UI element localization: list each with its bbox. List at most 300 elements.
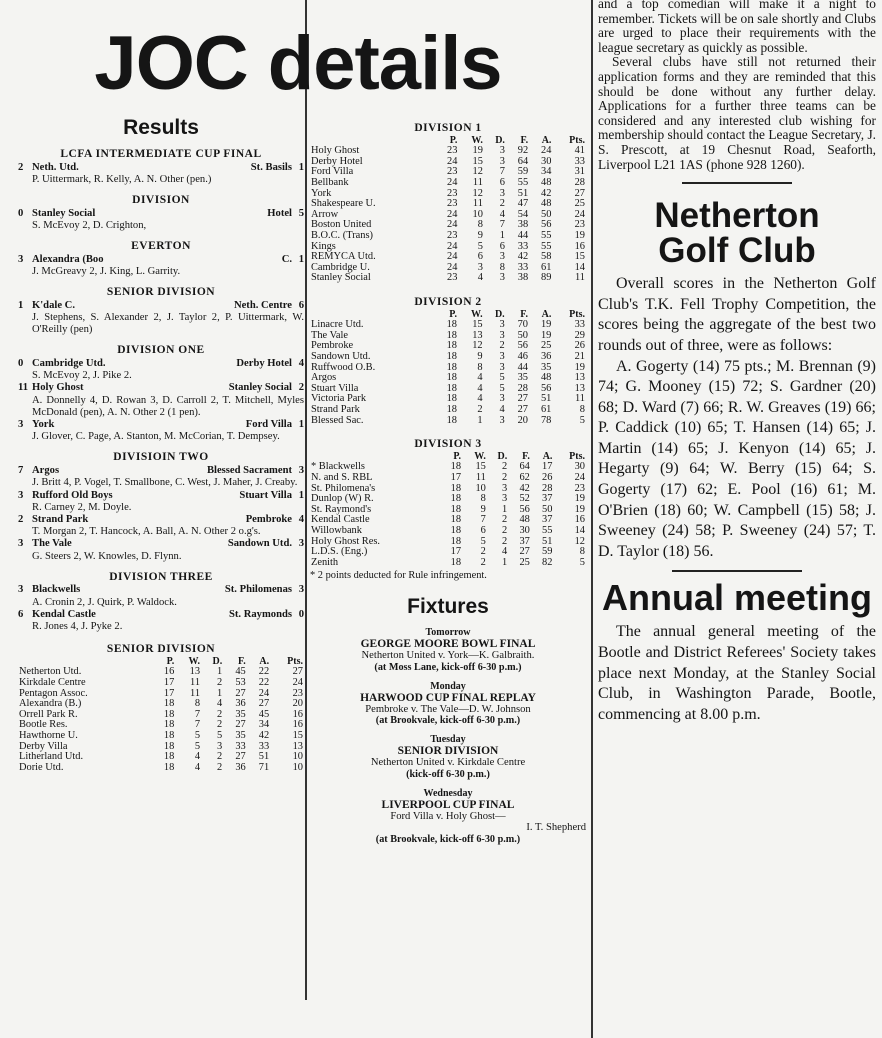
home-score: 0 — [18, 358, 24, 370]
fixture-day: Tuesday — [430, 734, 466, 746]
table-cell: 2 — [217, 677, 223, 688]
match-result — [18, 300, 304, 337]
scorers: R. Jones 4, J. Pyke 2. — [32, 620, 123, 632]
away-score: 1 — [298, 161, 304, 173]
results-list — [18, 148, 304, 633]
home-team: The Vale — [32, 538, 72, 550]
table-cell: 4 — [217, 698, 223, 710]
table-cell: 24 — [447, 240, 458, 252]
table-cell: 3 — [499, 414, 505, 426]
table-cell: 51 — [542, 535, 553, 547]
match-line — [18, 584, 304, 596]
table-cell: 29 — [574, 329, 585, 341]
table-cell: 19 — [574, 493, 585, 505]
team-name: Zenith — [311, 556, 339, 568]
away-team: Stanley Social — [228, 382, 292, 394]
table-cell: 4 — [477, 393, 483, 405]
table-cell: 8 — [480, 493, 486, 505]
table-cell: 18 — [163, 719, 175, 731]
match-line — [18, 609, 304, 621]
table-cell: 50 — [541, 208, 552, 220]
match-result — [18, 514, 304, 538]
table-cell: 9 — [480, 503, 486, 515]
table-cell: 59 — [517, 166, 529, 178]
table-cell: 33 — [235, 740, 246, 752]
table-cell: 16 — [574, 514, 585, 526]
team-name: Ford Villa — [311, 166, 354, 178]
away-team: St. Basils — [250, 161, 292, 173]
table-cell: 13 — [574, 382, 585, 394]
table-cell: 18 — [163, 761, 175, 773]
table-cell: 4 — [194, 761, 201, 773]
table-cell: 16 — [292, 719, 303, 731]
away-team: St. Raymonds — [229, 608, 292, 620]
table-cell: 92 — [517, 145, 529, 157]
table-cell: 2 — [217, 719, 223, 731]
table-cell: 35 — [235, 729, 246, 741]
team-name: Argos — [311, 372, 337, 384]
table-cell: 19 — [574, 361, 585, 373]
table-cell: 36 — [235, 698, 246, 710]
team-name: Hawthorne U. — [19, 729, 78, 741]
table-cell: 5 — [579, 414, 585, 426]
table-cell: 27 — [574, 187, 585, 199]
column-header: P. — [449, 134, 458, 146]
home-team: Cambridge Utd. — [32, 358, 106, 370]
table-cell: 10 — [472, 208, 483, 220]
table-cell: 71 — [258, 761, 270, 773]
table-cell: 36 — [235, 761, 246, 773]
table-cell: 53 — [235, 677, 246, 688]
table-cell: 24 — [292, 677, 303, 688]
table-cell: 18 — [450, 556, 462, 568]
golf-scores: A. Gogerty (14) 75 pts.; M. Brennan (9) 74; G. Mooney (15) 72; S. Gardner (20) 68; D. Ward (7) 66; R. W. Greaves (19) 66; P. Caddick (10) 65; T. Hansen (14) 65; J. Martin (14) 65; J. Kenyon (14) 65; J. Hegarty (9) 64; W. Berry (15) 64; S. Gogerty (17) 62; E. Pool (16) 61; M. O'Brien (18) 60; W. Campbell (15) 58; J. Sweeney (24) 58; P. Sweeney (24) 57; T. D. Taylor (18) 56. — [598, 357, 876, 560]
divider — [672, 570, 802, 572]
table-cell: 35 — [235, 708, 246, 720]
table-cell: 18 — [446, 372, 457, 384]
home-team: K'dale C. — [32, 299, 75, 311]
fixture-day: Wednesday — [423, 787, 473, 799]
table-cell: 30 — [541, 155, 552, 167]
home-score: 7 — [18, 465, 24, 477]
scorers: J. Stephens, S. Alexander 2, J. Taylor 2, P. Uittermark, W. O'Reilly (pen) — [32, 311, 304, 336]
away-team: C. — [281, 253, 292, 265]
away-team: Sandown Utd. — [227, 538, 292, 550]
team-name: Holy Ghost Res. — [311, 535, 380, 547]
table-cell: 18 — [163, 698, 175, 710]
table-cell: 82 — [542, 556, 553, 568]
table-cell: 24 — [447, 208, 458, 220]
table-cell: 52 — [519, 493, 530, 505]
table-row — [18, 731, 304, 742]
table-cell: 11 — [475, 471, 486, 483]
table-cell: 3 — [502, 482, 508, 494]
table-cell: 5 — [579, 556, 585, 568]
table-cell: 56 — [541, 219, 552, 231]
table-cell: 18 — [446, 350, 457, 362]
away-team: Pembroke — [245, 513, 292, 525]
fixtures-list — [310, 627, 586, 845]
match-result — [18, 358, 304, 382]
match-line — [18, 514, 304, 526]
table-cell: 26 — [574, 340, 585, 352]
table-cell: 10 — [292, 751, 303, 763]
scorers: S. McEvoy 2, D. Crighton, — [32, 219, 147, 231]
table-cell: 23 — [447, 272, 458, 284]
team-name: Stanley Social — [311, 272, 371, 284]
team-name: Linacre Utd. — [311, 319, 364, 331]
table-row — [310, 352, 586, 363]
table-cell: 23 — [447, 229, 458, 241]
home-score: 3 — [18, 489, 24, 501]
fixture-title: GEORGE MOORE BOWL FINAL — [360, 638, 536, 651]
column-header: D. — [495, 134, 505, 146]
away-team: Neth. Centre — [233, 299, 292, 311]
table-cell: 8 — [499, 261, 505, 273]
team-name: Netherton Utd. — [19, 666, 82, 678]
match-line — [18, 162, 304, 174]
scorers: A. Cronin 2, J. Quirk, P. Waldock. — [32, 596, 177, 608]
table-cell: 30 — [519, 524, 530, 536]
column-header: W. — [470, 308, 483, 320]
table-cell: 51 — [258, 751, 270, 763]
column-rule-left — [305, 0, 307, 1000]
table-cell: 3 — [499, 155, 505, 167]
table-cell: 18 — [450, 503, 462, 515]
table-cell: 27 — [519, 546, 530, 558]
away-team: Stuart Villa — [239, 489, 292, 501]
table-cell: 37 — [519, 535, 530, 547]
table-cell: 25 — [574, 198, 585, 210]
table-cell: 41 — [574, 145, 585, 157]
table-cell: 38 — [517, 272, 529, 284]
column-header: Pts. — [287, 655, 303, 667]
table-cell: 42 — [541, 187, 552, 199]
home-score: 2 — [18, 513, 24, 525]
table-cell: 16 — [292, 708, 303, 720]
fixture-match: Netherton United v. Kirkdale Centre — [370, 757, 526, 769]
table-cell: 25 — [540, 340, 552, 352]
table-cell: 1 — [502, 556, 508, 568]
table-cell: 1 — [477, 414, 483, 426]
table-cell: 20 — [517, 414, 528, 426]
table-cell: 42 — [517, 251, 529, 263]
away-score: 4 — [298, 358, 304, 370]
away-team: Ford Villa — [245, 419, 292, 431]
table-cell: 44 — [517, 229, 529, 241]
table-row — [18, 678, 304, 689]
meeting-heading: Annual meeting — [601, 577, 873, 619]
table-cell: 61 — [541, 261, 552, 273]
table-cell: 1 — [217, 666, 223, 678]
table-cell: 15 — [475, 461, 486, 473]
scorers: A. Donnelly 4, D. Rowan 3, D. Carroll 2, T. Mitchell, Myles McDonald (pen), A. N. Other 2 (1 pen). — [32, 394, 304, 418]
table-cell: 48 — [540, 372, 552, 384]
table-cell: 18 — [446, 403, 457, 415]
table-cell: 3 — [477, 261, 483, 273]
home-score: 11 — [18, 382, 29, 394]
table-cell: 7 — [194, 719, 201, 731]
team-name: Bootle Res. — [19, 719, 68, 731]
table-cell: 18 — [450, 482, 462, 494]
table-cell: 8 — [579, 546, 585, 558]
home-score: 3 — [18, 584, 24, 596]
table-cell: 28 — [517, 382, 528, 394]
table-cell: 18 — [450, 535, 462, 547]
table-cell: 6 — [499, 177, 505, 189]
table-cell: 18 — [450, 461, 462, 473]
home-team: York — [32, 419, 55, 431]
match-line — [18, 300, 304, 312]
table-cell: 35 — [540, 361, 552, 373]
table-cell: 4 — [499, 208, 505, 220]
away-team: Derby Hotel — [236, 358, 292, 370]
home-team: Rufford Old Boys — [32, 489, 113, 501]
table-cell: 3 — [217, 740, 223, 752]
table-cell: 46 — [517, 350, 528, 362]
column-header: W. — [474, 450, 486, 462]
table-cell: 18 — [450, 524, 462, 536]
table-cell: 33 — [574, 155, 585, 167]
table-cell: 24 — [447, 177, 458, 189]
table-cell: 48 — [541, 198, 552, 210]
match-line — [18, 538, 304, 550]
table-cell: 51 — [517, 187, 529, 199]
table-cell: 13 — [574, 372, 585, 384]
match-result — [18, 584, 304, 608]
table-cell: 10 — [292, 761, 303, 773]
table-cell: 64 — [519, 461, 530, 473]
scorers: J. Britt 4, P. Vogel, T. Smallbone, C. West, J. Maher, J. Creaby. — [32, 477, 298, 489]
table-cell: 27 — [235, 687, 246, 699]
home-team: Stanley Social — [32, 207, 96, 219]
table-cell: 18 — [446, 361, 457, 373]
fixture-title: SENIOR DIVISION — [397, 745, 499, 758]
team-name: The Vale — [311, 329, 349, 341]
team-name: Willowbank — [311, 524, 362, 536]
team-name: Victoria Park — [311, 393, 367, 405]
table-cell: 34 — [541, 166, 552, 178]
column-header: F. — [520, 134, 529, 146]
table-cell: 5 — [499, 382, 505, 394]
table-cell: 48 — [541, 177, 552, 189]
team-name: Arrow — [311, 208, 339, 220]
match-result — [18, 382, 304, 419]
table-cell: 61 — [540, 403, 552, 415]
notice-paragraph-1: and a top comedian will make it a night to remember. Tickets will be on sale shortly and Clubs are urged to place their requirements with the league secretary as quickly as possible. — [598, 0, 876, 55]
match-line — [18, 465, 304, 477]
table-cell: 18 — [163, 751, 175, 763]
table-cell: 23 — [447, 166, 458, 178]
table-cell: 6 — [480, 524, 486, 536]
match-line — [18, 490, 304, 502]
table-cell: 3 — [499, 393, 505, 405]
home-team: Argos — [32, 465, 60, 477]
team-name: Alexandra (B.) — [19, 698, 82, 710]
table-cell: 5 — [194, 729, 201, 741]
table-cell: 3 — [499, 251, 505, 263]
table-cell: 58 — [541, 251, 552, 263]
table-cell: 8 — [477, 219, 483, 231]
team-name: L.D.S. (Eng.) — [311, 546, 368, 558]
home-team: Neth. Utd. — [32, 161, 79, 173]
table-cell: 27 — [235, 751, 246, 763]
table-cell: 18 — [163, 729, 175, 741]
table-cell: 56 — [540, 382, 552, 394]
table-cell: 24 — [447, 219, 458, 231]
away-score: 3 — [298, 584, 304, 596]
home-score: 3 — [18, 253, 24, 265]
team-name: St. Raymond's — [311, 503, 372, 515]
table-cell: 17 — [163, 677, 175, 688]
table-cell: 1 — [217, 687, 223, 699]
table-cell: 17 — [163, 687, 175, 699]
away-team: Blessed Sacrament — [206, 465, 292, 477]
table-cell: 16 — [574, 240, 585, 252]
team-name: Kirkdale Centre — [19, 677, 86, 688]
table-cell: 23 — [447, 198, 458, 210]
table-cell: 1 — [502, 503, 508, 515]
table-cell: 7 — [194, 708, 201, 720]
team-name: Bellbank — [311, 177, 349, 189]
column-header: W. — [188, 655, 201, 667]
column-tables — [310, 114, 586, 845]
column-header: W. — [471, 134, 483, 146]
column-header: Pts. — [569, 134, 585, 146]
team-name: Sandown Utd. — [311, 350, 371, 362]
away-team: St. Philomenas — [224, 584, 292, 596]
fixture-title: HARWOOD CUP FINAL REPLAY — [360, 691, 536, 704]
table-cell: 23 — [447, 145, 458, 157]
table-cell: 24 — [258, 687, 270, 699]
table-cell: 12 — [574, 535, 585, 547]
scorers: T. Morgan 2, T. Hancock, A. Ball, A. N. Other 2 o.g's. — [32, 526, 261, 538]
away-score: 1 — [298, 253, 304, 265]
table-cell: 3 — [499, 272, 505, 284]
results-group-title: LCFA INTERMEDIATE CUP FINAL — [60, 148, 262, 160]
table-cell: 33 — [574, 319, 585, 331]
table-cell: 12 — [472, 187, 483, 199]
table-cell: 23 — [574, 482, 585, 494]
results-group-title: DIVISION ONE — [117, 344, 205, 357]
home-team: Kendal Castle — [32, 608, 96, 620]
fixture-day: Tomorrow — [425, 627, 471, 639]
table-cell: 62 — [519, 471, 530, 483]
column-header: Pts. — [569, 450, 585, 462]
fixture-venue: (at Brookvale, kick-off 6-30 p.m.) — [375, 715, 521, 727]
fixture-match: Netherton United v. York—K. Galbraith. — [361, 650, 535, 662]
table-cell: 55 — [541, 229, 552, 241]
table-cell: 2 — [217, 751, 223, 763]
scorers: R. Carney 2, M. Doyle. — [32, 501, 132, 513]
table-cell: 11 — [190, 687, 201, 699]
table-cell: 27 — [258, 698, 270, 710]
table-cell: 19 — [574, 229, 585, 241]
team-name: Pembroke — [311, 340, 354, 352]
column-header: F. — [238, 655, 246, 667]
table-cell: 23 — [292, 687, 303, 699]
match-result — [18, 538, 304, 562]
table-cell: 18 — [446, 319, 457, 331]
match-result — [18, 465, 304, 489]
home-team: Alexandra (Boo — [32, 253, 104, 265]
team-name: Derby Villa — [19, 740, 68, 752]
table-cell: 18 — [163, 740, 175, 752]
column-header: A. — [541, 308, 552, 320]
table-cell: 5 — [480, 535, 486, 547]
table-cell: 2 — [499, 198, 505, 210]
div2-table-title: DIVISION 2 — [414, 295, 482, 308]
table-cell: 3 — [499, 145, 505, 157]
home-score: 1 — [18, 299, 24, 311]
table-cell: 12 — [472, 166, 483, 178]
table-cell: 3 — [499, 361, 505, 373]
table-cell: 11 — [472, 198, 483, 210]
team-name: Dorie Utd. — [19, 761, 64, 773]
table-cell: 4 — [477, 372, 483, 384]
table-cell: 38 — [517, 219, 529, 231]
home-team: Blackwells — [32, 584, 81, 596]
table-row — [310, 231, 586, 242]
match-result — [18, 208, 304, 232]
table-cell: 56 — [519, 503, 530, 515]
results-heading: Results — [123, 116, 199, 139]
table-cell: 2 — [477, 403, 483, 415]
table-cell: 24 — [574, 208, 585, 220]
table-cell: 1 — [499, 229, 505, 241]
table-row — [310, 405, 586, 416]
column-header: P. — [166, 655, 175, 667]
table-cell: 4 — [499, 403, 505, 415]
fixtures-heading: Fixtures — [407, 595, 489, 619]
table-cell: 4 — [194, 751, 201, 763]
team-name: Blessed Sac. — [311, 414, 364, 426]
senior-table-title: SENIOR DIVISION — [106, 643, 216, 656]
team-name: * Blackwells — [311, 461, 365, 473]
table-cell: 3 — [499, 329, 505, 341]
away-score: 2 — [298, 382, 304, 394]
table-cell: 55 — [541, 240, 552, 252]
fixture-match: Ford Villa v. Holy Ghost— — [390, 810, 506, 822]
table-cell: 31 — [574, 166, 585, 178]
table-cell: 56 — [517, 340, 528, 352]
table-cell: 19 — [574, 503, 585, 515]
table-cell: 21 — [574, 350, 585, 362]
table-cell: 2 — [499, 340, 505, 352]
fixture-match: Pembroke v. The Vale—D. W. Johnson — [365, 703, 531, 715]
table-cell: 54 — [517, 208, 529, 220]
team-name: N. and S. RBL — [311, 471, 373, 483]
match-line — [18, 254, 304, 266]
team-name: Strand Park — [311, 403, 360, 415]
table-cell: 44 — [517, 361, 528, 373]
table-cell: 30 — [574, 461, 585, 473]
away-score: 3 — [298, 538, 304, 550]
table-cell: 33 — [517, 261, 529, 273]
fixture-title: LIVERPOOL CUP FINAL — [381, 798, 515, 811]
table-cell: 18 — [450, 514, 462, 526]
table-cell: 35 — [517, 372, 528, 384]
column-header: P. — [453, 450, 462, 462]
table-cell: 18 — [446, 414, 457, 426]
table-cell: 11 — [574, 393, 585, 405]
team-name: St. Philomena's — [311, 482, 376, 494]
away-score: 1 — [298, 419, 304, 431]
column-header: A. — [541, 134, 552, 146]
home-score: 3 — [18, 419, 24, 431]
column-rule-right — [591, 0, 593, 1038]
div3-note: * 2 points deducted for Rule infringement. — [310, 570, 487, 582]
